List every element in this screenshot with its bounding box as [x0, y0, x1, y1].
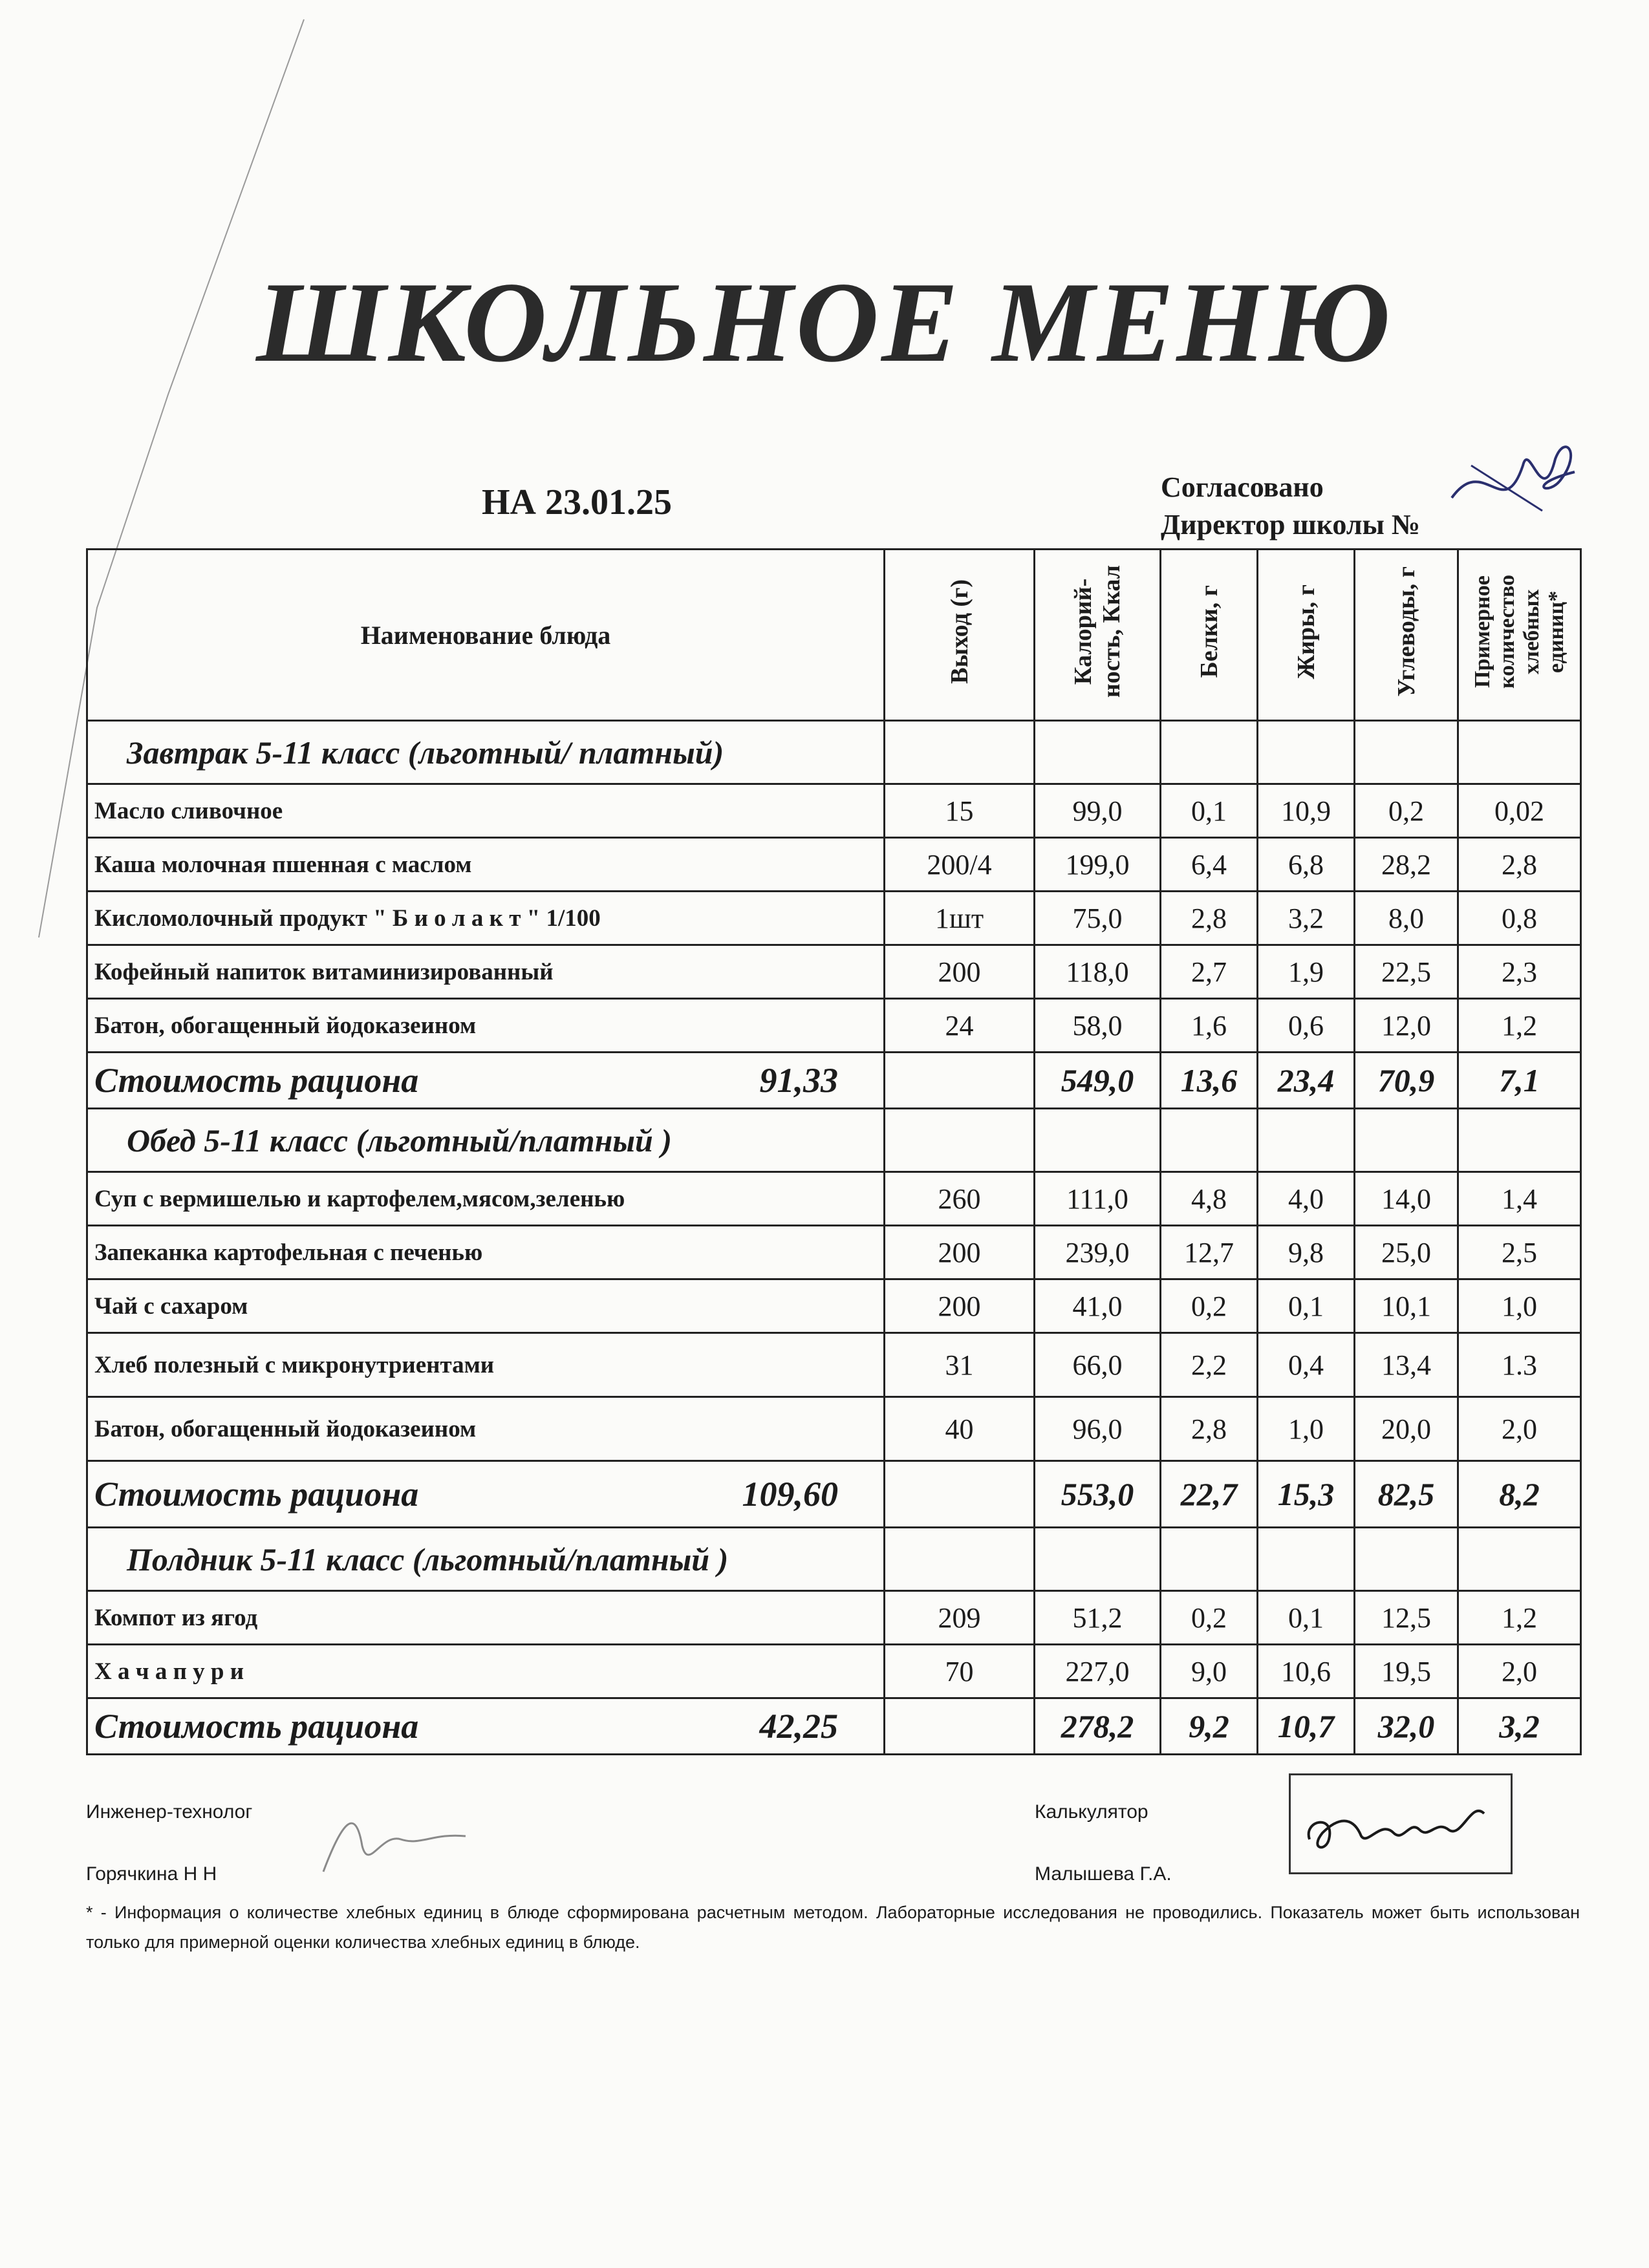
cell-carbs: 8,0 [1355, 892, 1458, 945]
cell-kcal: 41,0 [1035, 1279, 1161, 1333]
header-kcal: Калорий- ность, Ккал [1035, 550, 1161, 721]
cell-carbs: 10,1 [1355, 1279, 1458, 1333]
cell-weight: 40 [885, 1397, 1035, 1461]
header-fat: Жиры, г [1258, 550, 1355, 721]
dish-name: Запеканка картофельная с печенью [87, 1226, 885, 1279]
dish-name: Х а ч а п у р и [87, 1645, 885, 1698]
total-label: Стоимость рациона [94, 1475, 419, 1514]
table-row [87, 1645, 1581, 1698]
empty-cell [1161, 721, 1258, 784]
cell-bu: 0,02 [1458, 784, 1581, 838]
page-title: ШКОЛЬНОЕ МЕНЮ [256, 258, 1393, 386]
dish-name: Масло сливочное [87, 784, 885, 838]
cell-bu: 2,8 [1458, 838, 1581, 892]
empty-cell [1035, 1109, 1161, 1172]
cell-weight: 200/4 [885, 838, 1035, 892]
total-carbs: 32,0 [1355, 1698, 1458, 1755]
header-carbs: Углеводы, г [1355, 550, 1458, 721]
cell-carbs: 0,2 [1355, 784, 1458, 838]
calculator-name: Малышева Г.А. [1035, 1863, 1172, 1885]
cell-kcal: 96,0 [1035, 1397, 1161, 1461]
engineer-block [86, 1781, 252, 1905]
approval-line-1: Согласовано [1161, 471, 1324, 503]
cell-protein: 9,0 [1161, 1645, 1258, 1698]
table-row [87, 1397, 1581, 1461]
cell-kcal: 111,0 [1035, 1172, 1161, 1226]
table-row [87, 999, 1581, 1053]
dish-name: Батон, обогащенный йодоказеином [87, 999, 885, 1053]
empty-cell [1258, 721, 1355, 784]
table-row [87, 1591, 1581, 1645]
calculator-signature [1297, 1781, 1503, 1865]
cell-bu: 1.3 [1458, 1333, 1581, 1397]
cell-bu: 2,5 [1458, 1226, 1581, 1279]
cell-weight: 31 [885, 1333, 1035, 1397]
cell-weight: 200 [885, 945, 1035, 999]
total-label-cell [87, 1698, 885, 1755]
calculator-block [1035, 1781, 1172, 1905]
empty-cell [1161, 1528, 1258, 1591]
cell-weight: 209 [885, 1591, 1035, 1645]
total-carbs: 70,9 [1355, 1053, 1458, 1109]
cell-weight: 70 [885, 1645, 1035, 1698]
total-fat: 10,7 [1258, 1698, 1355, 1755]
cell-carbs: 25,0 [1355, 1226, 1458, 1279]
table-row [87, 784, 1581, 838]
cell-weight: 200 [885, 1279, 1035, 1333]
cell-bu: 2,0 [1458, 1397, 1581, 1461]
cell-weight: 200 [885, 1226, 1035, 1279]
total-cost: 91,33 [759, 1061, 838, 1100]
dish-name: Компот из ягод [87, 1591, 885, 1645]
cell-fat: 0,1 [1258, 1591, 1355, 1645]
cell-carbs: 13,4 [1355, 1333, 1458, 1397]
engineer-name: Горячкина Н Н [86, 1863, 217, 1885]
total-cost: 42,25 [759, 1707, 838, 1746]
cell-protein: 2,2 [1161, 1333, 1258, 1397]
menu-date: НА 23.01.25 [482, 482, 672, 522]
total-protein: 9,2 [1161, 1698, 1258, 1755]
engineer-signature [310, 1794, 479, 1885]
footnote: * - Информация о количестве хлебных единиц в блюде сформирована расчетным методом. Лабораторные исследования не проводились. Показатель может быть использован только для примерной оценки количества хлебных единиц в блюде. [86, 1903, 1580, 1952]
table-row [87, 1226, 1581, 1279]
total-protein: 13,6 [1161, 1053, 1258, 1109]
cell-weight: 1шт [885, 892, 1035, 945]
table-row [87, 945, 1581, 999]
menu-table [86, 548, 1582, 1755]
cell-fat: 3,2 [1258, 892, 1355, 945]
table-row [87, 892, 1581, 945]
cell-weight: 24 [885, 999, 1035, 1053]
total-fat: 15,3 [1258, 1461, 1355, 1528]
empty-cell [885, 1698, 1035, 1755]
empty-cell [1035, 721, 1161, 784]
table-row [87, 1333, 1581, 1397]
cell-carbs: 14,0 [1355, 1172, 1458, 1226]
cell-kcal: 51,2 [1035, 1591, 1161, 1645]
total-label: Стоимость рациона [94, 1061, 419, 1100]
director-signature [1445, 427, 1581, 530]
empty-cell [885, 1053, 1035, 1109]
dish-name: Суп с вермишелью и картофелем,мясом,зеленью [87, 1172, 885, 1226]
section-label: Обед 5-11 класс (льготный/платный ) [87, 1109, 885, 1172]
calculator-title: Калькулятор [1035, 1801, 1148, 1823]
section-header-row [87, 1109, 1581, 1172]
empty-cell [1355, 1109, 1458, 1172]
cell-kcal: 75,0 [1035, 892, 1161, 945]
empty-cell [885, 1109, 1035, 1172]
cell-bu: 1,2 [1458, 1591, 1581, 1645]
dish-name: Кофейный напиток витаминизированный [87, 945, 885, 999]
cell-kcal: 199,0 [1035, 838, 1161, 892]
empty-cell [1258, 1528, 1355, 1591]
cell-protein: 0,2 [1161, 1591, 1258, 1645]
section-label: Полдник 5-11 класс (льготный/платный ) [87, 1528, 885, 1591]
dish-name: Хлеб полезный с микронутриентами [87, 1333, 885, 1397]
cell-fat: 1,0 [1258, 1397, 1355, 1461]
header-protein: Белки, г [1161, 550, 1258, 721]
empty-cell [1035, 1528, 1161, 1591]
empty-cell [1458, 1528, 1581, 1591]
cell-protein: 1,6 [1161, 999, 1258, 1053]
cell-kcal: 239,0 [1035, 1226, 1161, 1279]
engineer-title: Инженер-технолог [86, 1801, 253, 1823]
cell-protein: 0,2 [1161, 1279, 1258, 1333]
table-row [87, 838, 1581, 892]
section-header-row [87, 721, 1581, 784]
dish-name: Батон, обогащенный йодоказеином [87, 1397, 885, 1461]
cell-protein: 6,4 [1161, 838, 1258, 892]
cell-weight: 260 [885, 1172, 1035, 1226]
empty-cell [1458, 721, 1581, 784]
total-row [87, 1053, 1581, 1109]
cell-fat: 1,9 [1258, 945, 1355, 999]
cell-bu: 2,3 [1458, 945, 1581, 999]
total-label-cell [87, 1053, 885, 1109]
cell-protein: 4,8 [1161, 1172, 1258, 1226]
cell-bu: 1,0 [1458, 1279, 1581, 1333]
cell-kcal: 118,0 [1035, 945, 1161, 999]
cell-fat: 0,6 [1258, 999, 1355, 1053]
dish-name: Кисломолочный продукт " Б и о л а к т " 1/100 [87, 892, 885, 945]
total-protein: 22,7 [1161, 1461, 1258, 1528]
cell-carbs: 28,2 [1355, 838, 1458, 892]
empty-cell [1458, 1109, 1581, 1172]
total-row [87, 1698, 1581, 1755]
table-row [87, 1172, 1581, 1226]
cell-carbs: 20,0 [1355, 1397, 1458, 1461]
cell-carbs: 12,5 [1355, 1591, 1458, 1645]
table-header-row [87, 550, 1581, 721]
section-header-row [87, 1528, 1581, 1591]
cell-carbs: 12,0 [1355, 999, 1458, 1053]
cell-fat: 10,6 [1258, 1645, 1355, 1698]
cell-kcal: 227,0 [1035, 1645, 1161, 1698]
empty-cell [1355, 1528, 1458, 1591]
dish-name: Каша молочная пшенная с маслом [87, 838, 885, 892]
total-kcal: 549,0 [1035, 1053, 1161, 1109]
header-dish-name: Наименование блюда [87, 550, 885, 721]
total-kcal: 553,0 [1035, 1461, 1161, 1528]
section-label: Завтрак 5-11 класс (льготный/ платный) [87, 721, 885, 784]
cell-carbs: 22,5 [1355, 945, 1458, 999]
total-bu: 8,2 [1458, 1461, 1581, 1528]
empty-cell [885, 1461, 1035, 1528]
cell-carbs: 19,5 [1355, 1645, 1458, 1698]
approval-block [1161, 469, 1420, 544]
cell-protein: 2,8 [1161, 892, 1258, 945]
cell-fat: 0,1 [1258, 1279, 1355, 1333]
cell-bu: 1,4 [1458, 1172, 1581, 1226]
cell-fat: 10,9 [1258, 784, 1355, 838]
cell-kcal: 58,0 [1035, 999, 1161, 1053]
header-bread-units: Примерное количество хлебных единиц* [1458, 550, 1581, 721]
cell-protein: 0,1 [1161, 784, 1258, 838]
total-label-cell [87, 1461, 885, 1528]
empty-cell [1258, 1109, 1355, 1172]
empty-cell [1355, 721, 1458, 784]
cell-protein: 2,8 [1161, 1397, 1258, 1461]
total-row [87, 1461, 1581, 1528]
cell-fat: 0,4 [1258, 1333, 1355, 1397]
header-weight: Выход (г) [885, 550, 1035, 721]
cell-fat: 9,8 [1258, 1226, 1355, 1279]
cell-protein: 12,7 [1161, 1226, 1258, 1279]
cell-fat: 6,8 [1258, 838, 1355, 892]
total-cost: 109,60 [742, 1475, 838, 1514]
cell-kcal: 66,0 [1035, 1333, 1161, 1397]
empty-cell [885, 721, 1035, 784]
total-bu: 7,1 [1458, 1053, 1581, 1109]
cell-bu: 0,8 [1458, 892, 1581, 945]
empty-cell [885, 1528, 1035, 1591]
empty-cell [1161, 1109, 1258, 1172]
dish-name: Чай с сахаром [87, 1279, 885, 1333]
cell-protein: 2,7 [1161, 945, 1258, 999]
total-bu: 3,2 [1458, 1698, 1581, 1755]
cell-fat: 4,0 [1258, 1172, 1355, 1226]
total-fat: 23,4 [1258, 1053, 1355, 1109]
total-carbs: 82,5 [1355, 1461, 1458, 1528]
cell-bu: 2,0 [1458, 1645, 1581, 1698]
cell-weight: 15 [885, 784, 1035, 838]
approval-line-2: Директор школы № [1161, 509, 1421, 540]
total-kcal: 278,2 [1035, 1698, 1161, 1755]
cell-kcal: 99,0 [1035, 784, 1161, 838]
total-label: Стоимость рациона [94, 1707, 419, 1746]
cell-bu: 1,2 [1458, 999, 1581, 1053]
table-row [87, 1279, 1581, 1333]
